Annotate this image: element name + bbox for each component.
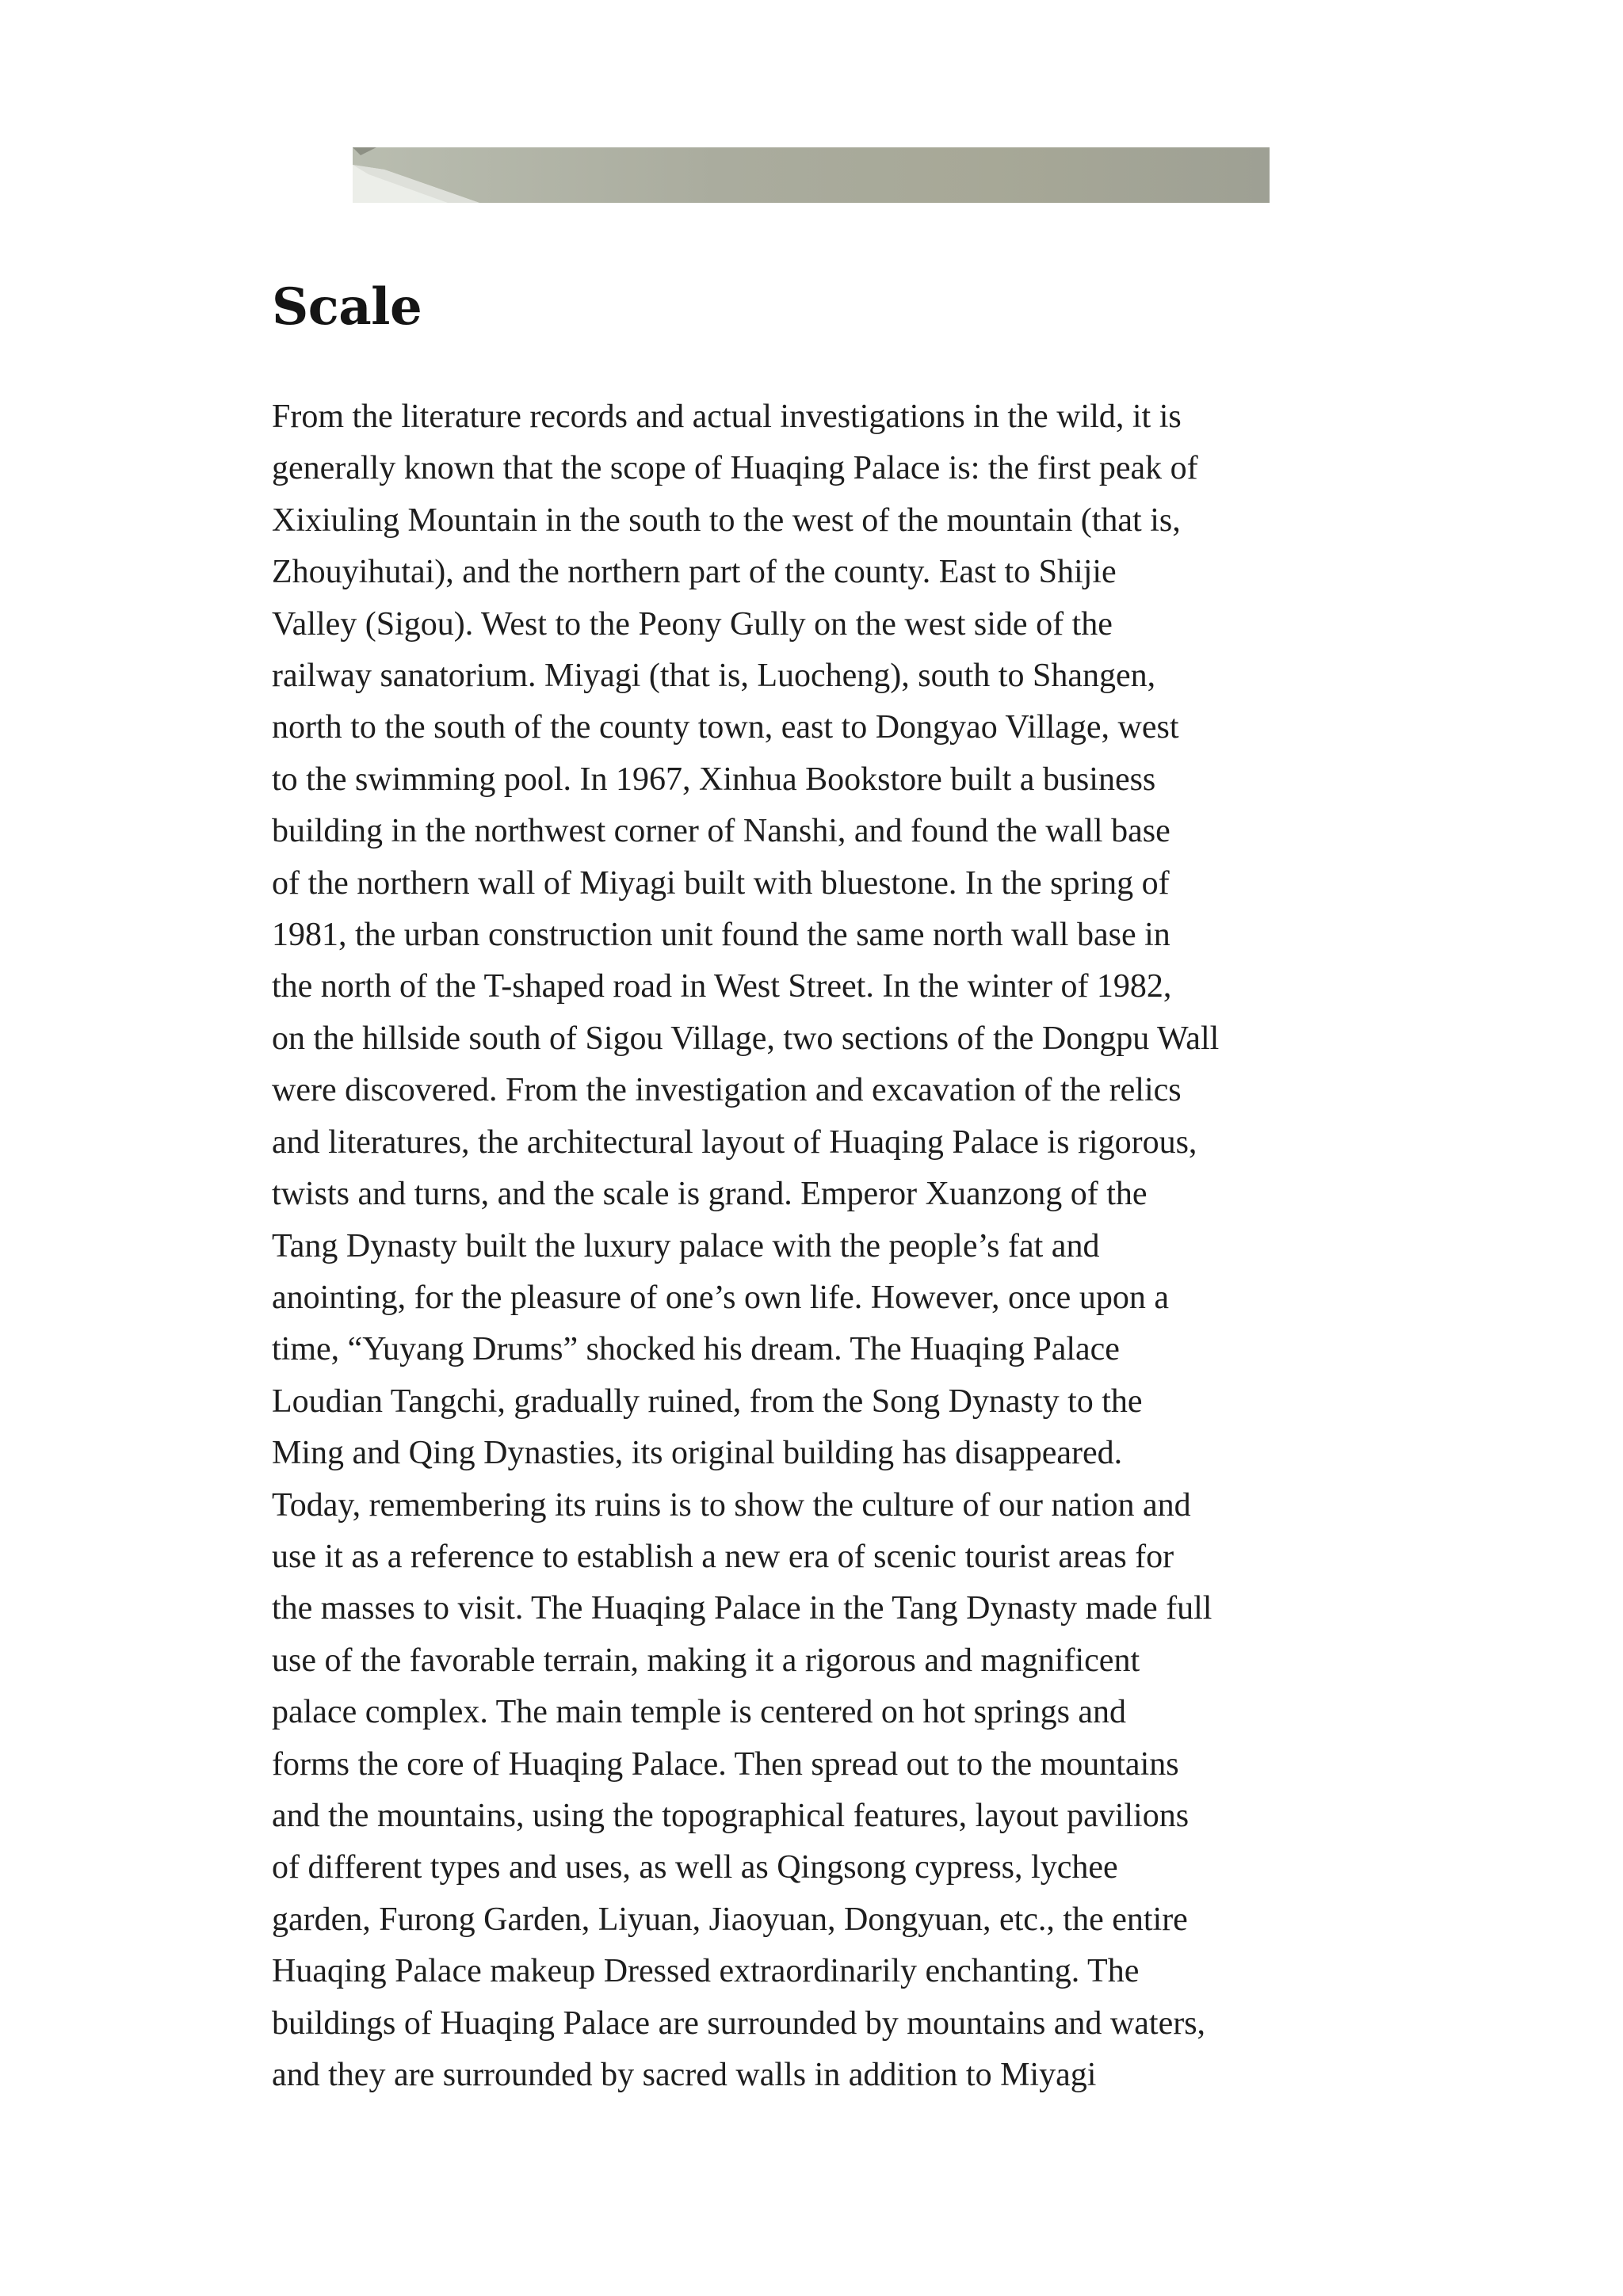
text-line: north to the south of the county town, east to Dongyao Village, west xyxy=(272,709,1179,746)
text-line: of different types and uses, as well as Qingsong cypress, lychee xyxy=(272,1849,1118,1886)
text-line: buildings of Huaqing Palace are surrounded by mountains and waters, xyxy=(272,2004,1206,2042)
text-line: Tang Dynasty built the luxury palace with the people’s fat and xyxy=(272,1227,1100,1264)
text-line: twists and turns, and the scale is grand. Emperor Xuanzong of the xyxy=(272,1176,1148,1213)
text-line: Ming and Qing Dynasties, its original building has disappeared. xyxy=(272,1435,1123,1472)
text-line: Loudian Tangchi, gradually ruined, from the Song Dynasty to the xyxy=(272,1383,1143,1420)
text-line: and the mountains, using the topographical features, layout pavilions xyxy=(272,1797,1190,1834)
text-line: use of the favorable terrain, making it a rigorous and magnificent xyxy=(272,1642,1140,1679)
text-line: Xixiuling Mountain in the south to the west of the mountain (that is, xyxy=(272,502,1181,539)
text-line: to the swimming pool. In 1967, Xinhua Bookstore built a business xyxy=(272,761,1156,798)
text-line: of the northern wall of Miyagi built with bluestone. In the spring of xyxy=(272,864,1170,902)
text-line: the north of the T-shaped road in West Street. In the winter of 1982, xyxy=(272,968,1172,1005)
text-line: Zhouyihutai), and the northern part of the county. East to Shijie xyxy=(272,554,1117,591)
text-line: garden, Furong Garden, Liyuan, Jiaoyuan, Dongyuan, etc., the entire xyxy=(272,1901,1188,1938)
section-title: Scale xyxy=(272,277,422,337)
header-photo-graphic xyxy=(353,147,1270,203)
text-line: Today, remembering its ruins is to show the culture of our nation and xyxy=(272,1486,1191,1524)
text-line: were discovered. From the investigation and excavation of the relics xyxy=(272,1072,1182,1109)
text-line: time, “Yuyang Drums” shocked his dream. The Huaqing Palace xyxy=(272,1331,1120,1368)
text-line: From the literature records and actual investigations in the wild, it is xyxy=(272,399,1182,435)
text-line: forms the core of Huaqing Palace. Then spread out to the mountains xyxy=(272,1745,1179,1783)
text-line: use it as a reference to establish a new era of scenic tourist areas for xyxy=(272,1538,1174,1575)
text-line: Valley (Sigou). West to the Peony Gully on the west side of the xyxy=(272,605,1113,643)
text-line: on the hillside south of Sigou Village, two sections of the Dongpu Wall xyxy=(272,1020,1220,1057)
text-line: anointing, for the pleasure of one’s own life. However, once upon a xyxy=(272,1279,1169,1316)
text-line: building in the northwest corner of Nanshi, and found the wall base xyxy=(272,813,1170,850)
article-body xyxy=(272,391,1365,2101)
header-photo-strip xyxy=(353,147,1270,203)
text-line: and literatures, the architectural layout of Huaqing Palace is rigorous, xyxy=(272,1123,1197,1161)
text-line: palace complex. The main temple is centered on hot springs and xyxy=(272,1694,1127,1731)
text-line: generally known that the scope of Huaqing Palace is: the first peak of xyxy=(272,450,1198,487)
text-line: 1981, the urban construction unit found the same north wall base in xyxy=(272,917,1170,954)
text-line: and they are surrounded by sacred walls in addition to Miyagi xyxy=(272,2057,1097,2093)
text-line: the masses to visit. The Huaqing Palace in the Tang Dynasty made full xyxy=(272,1590,1212,1627)
text-line: Huaqing Palace makeup Dressed extraordinarily enchanting. The xyxy=(272,1953,1140,1990)
text-line: railway sanatorium. Miyagi (that is, Luocheng), south to Shangen, xyxy=(272,658,1156,695)
